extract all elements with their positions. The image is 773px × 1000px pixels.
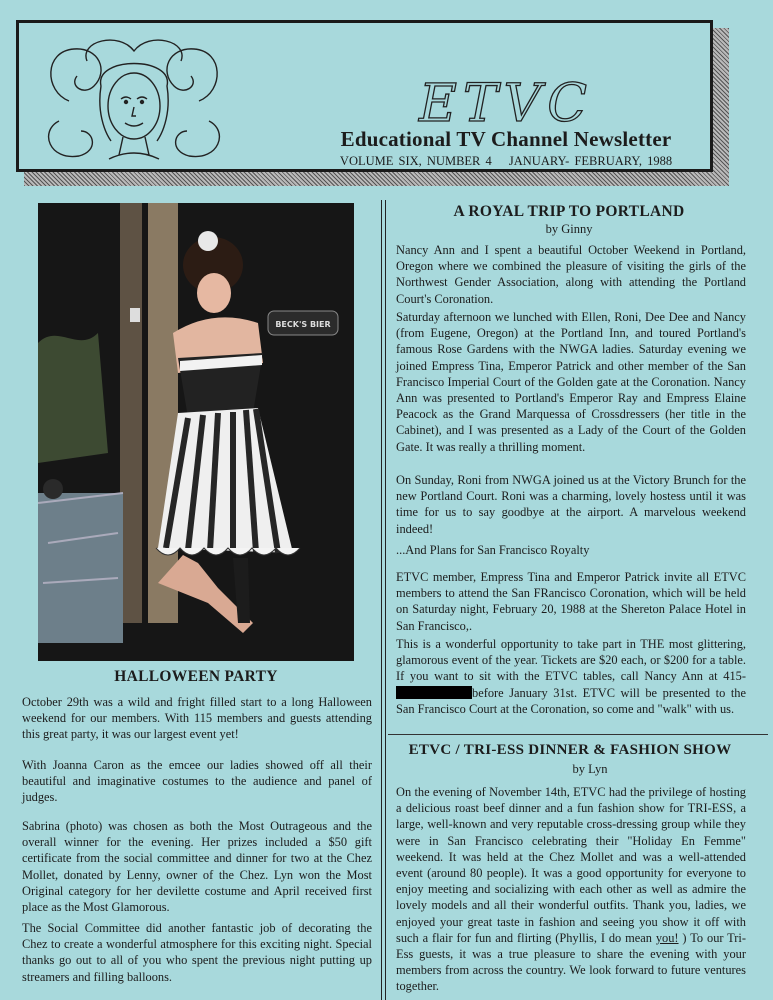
halloween-paragraph-1: October 29th was a wild and fright filled start to a long Halloween weekend for our members. With 115 members and guests attending this great party, it was our largest event yet! <box>22 695 372 742</box>
logo-face-illustration <box>39 31 229 166</box>
halloween-paragraph-2: With Joanna Caron as the emcee our ladies showed off all their beautiful and imaginative costumes to the audience and panel of judges. <box>22 758 372 805</box>
beer-sign-text: BECK'S BIER <box>275 320 331 329</box>
dinner-byline: by Lyn <box>572 762 608 776</box>
issue-date: JANUARY- FEBRUARY, 1988 <box>508 154 673 168</box>
column-divider <box>381 200 386 1000</box>
dinner-heading: ETVC / TRI-ESS DINNER & FASHION SHOW <box>408 742 732 758</box>
portland-p6-start: This is a wonderful opportunity to take part in THE most glittering, glamorous event of the year. Tickets are $20 each, or $200 for a table. If you want to sit with the ETVC tables, call Nancy Ann at 415- <box>396 637 746 684</box>
issue-line <box>306 154 706 169</box>
portland-heading: A ROYAL TRIP TO PORTLAND <box>453 203 685 220</box>
dinner-p1-end: ) To our Tri-Ess guests, it was a true pleasure to share the evening with your members from across the country. We look forward to future ventures together. <box>396 930 746 994</box>
halloween-photo <box>38 203 354 661</box>
volume-number: VOLUME SIX, NUMBER 4 <box>339 154 492 168</box>
portland-p6-end: before January 31st. ETVC will be presented to the San Francisco Court at the Coronation, so come and "walk" with us. <box>396 685 746 716</box>
portland-subheading: ...And Plans for San Francisco Royalty <box>396 543 590 557</box>
halloween-paragraph-3: Sabrina (photo) was chosen as both the Most Outrageous and the overall winner for the evening. Her prizes included a $50 gift certificate from the social committee and dinner for two at the Chez Mollet, donated by Lenny, owner of the Chez. Lyn won the Most Original category for her devilette costume and April received first place as the Most Glamorous. <box>22 819 372 915</box>
halloween-heading: HALLOWEEN PARTY <box>114 668 278 685</box>
portland-paragraph-1: Nancy Ann and I spent a beautiful October Weekend in Portland, Oregon where we combined the pleasure of visiting the girls of the Northwest Gender Association, along with attending the Portland Court's Coronation. <box>396 243 746 306</box>
dinner-paragraph-1 <box>396 784 746 995</box>
section-rule <box>388 734 768 735</box>
portland-paragraph-3: On Sunday, Roni from NWGA joined us at the Victory Brunch for the new Portland Court. Roni was a charming, lovely hostess until it was time for us to say goodbye at the airport. A marvelous weekend indeed! <box>396 473 746 536</box>
halloween-paragraph-4: The Social Committee did another fantastic job of decorating the Chez to create a wonderful atmosphere for this exciting night. Special thanks go out to all of you who spent the previous night putting up streamers and filling balloons. <box>22 921 372 984</box>
script-title-text: ETVC <box>419 74 593 134</box>
portland-paragraph-2: Saturday afternoon we lunched with Ellen, Roni, Dee Dee and Nancy (from Eugene, Oregon) at the Portland Inn, and toured Portland's famous Rose Gardens with the NWGA ladies. Saturday evening we joined Empress Tina, Emperor Patrick and other member of the San Francisco Imperial Court of the Golden gate at the Coronation. Nancy Ann was presented to Portland's Emperor Ray and Empress Elaine Peacock as the Grand Marquessa of Crossdressers (her title in the Cabinet), and I was presented as a Lady of the Court of the Golden Gate. It was really a thrilling moment. <box>396 310 746 454</box>
newsletter-title: Educational TV Channel Newsletter <box>340 127 672 151</box>
masthead <box>16 20 713 172</box>
redacted-phone-number <box>396 686 472 699</box>
dinner-p1-emphasis: you! <box>655 930 679 945</box>
portland-paragraph-6 <box>396 636 746 717</box>
portland-byline: by Ginny <box>545 222 593 236</box>
portland-paragraph-5: ETVC member, Empress Tina and Emperor Patrick invite all ETVC members to attend the San FRancisco Coronation, which will be held on Saturday night, February 20, 1988 at the Shereton Palace Hotel in San Francisco,. <box>396 570 746 633</box>
dinner-p1-start: On the evening of November 14th, ETVC had the privilege of hosting a delicious roast beef dinner and a fun fashion show for TRI-ESS, a large, well-known and very reputable cross-dressing group while they were in San Francisco celebrating their "Holiday En Femme" weekend. It was held at the Chez Mollet and was a well-attended event (around 80 people). It was a good opportunity for everyone to enjoy meeting and socializing with each other as well as admire the lovely models and all their wonderful outfits. Thank you, ladies, we enjoyed your great taste in fashion and seeing you show it off with such a flair for fun and flirting (Phyllis, I do mean <box>396 785 746 945</box>
